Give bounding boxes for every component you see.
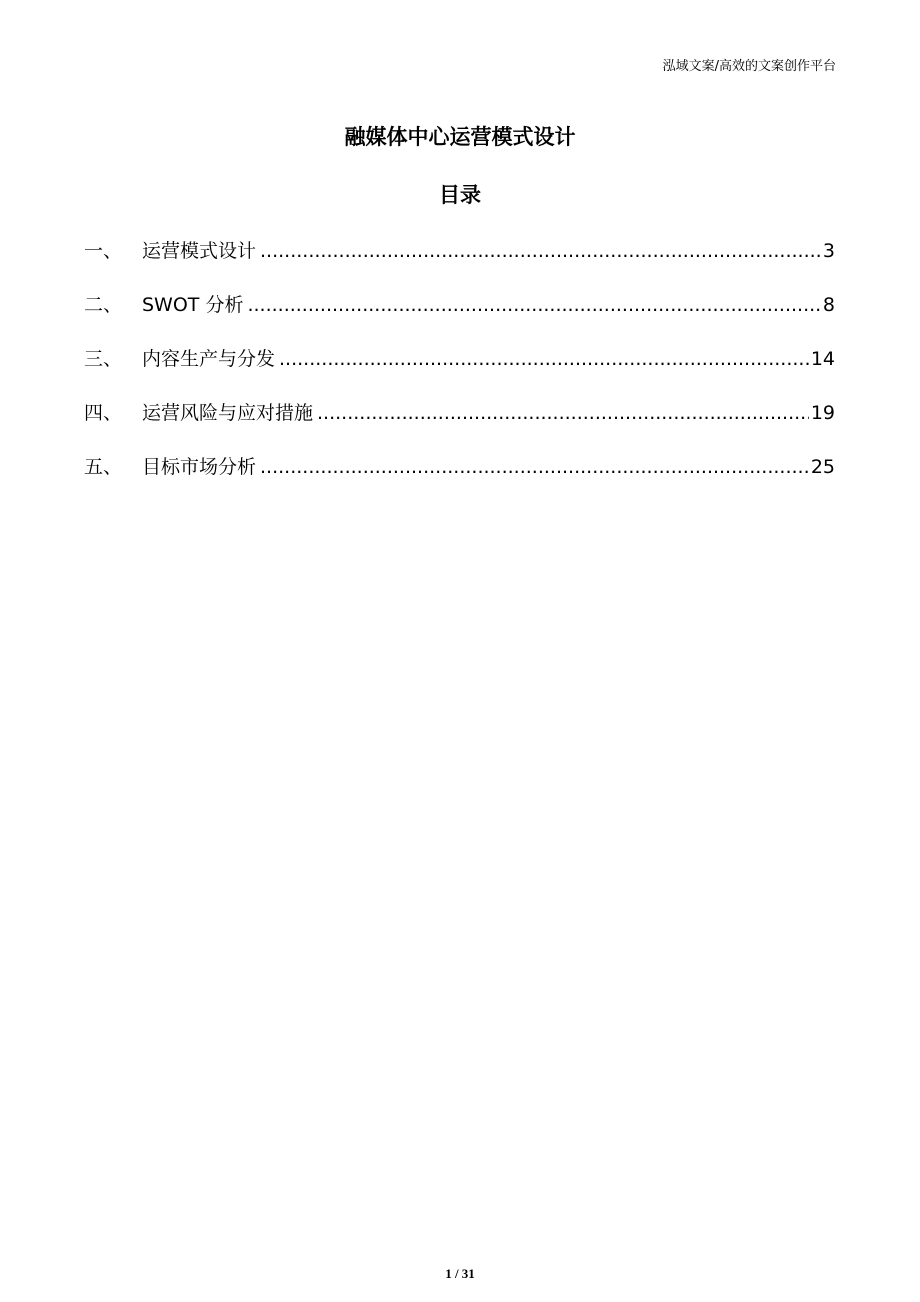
toc-dot-leader — [279, 342, 809, 376]
toc-entry-page: 25 — [810, 456, 835, 478]
toc-entry-number: 三、 — [84, 348, 123, 370]
toc-entry-title: 运营风险与应对措施 — [142, 402, 314, 424]
toc-entry-page: 8 — [822, 294, 835, 316]
toc-entry-page: 3 — [822, 240, 835, 262]
toc-entry-page: 14 — [810, 348, 835, 370]
toc-dot-leader — [260, 234, 821, 268]
toc-dot-leader — [317, 396, 809, 430]
table-of-contents — [84, 234, 835, 504]
toc-dot-leader — [260, 450, 809, 484]
toc-entry-number: 二、 — [84, 294, 123, 316]
page-number-footer: 1 / 31 — [445, 1266, 475, 1281]
document-title: 融媒体中心运营模式设计 — [344, 125, 576, 149]
toc-entry-2[interactable] — [84, 288, 835, 322]
toc-entry-title: 内容生产与分发 — [142, 348, 276, 370]
toc-entry-page: 19 — [810, 402, 835, 424]
toc-entry-4[interactable] — [84, 396, 835, 430]
toc-entry-1[interactable] — [84, 234, 835, 268]
toc-heading: 目录 — [439, 183, 481, 207]
toc-entry-number: 四、 — [84, 402, 123, 424]
toc-dot-leader — [247, 288, 820, 322]
toc-entry-3[interactable] — [84, 342, 835, 376]
toc-entry-title: 目标市场分析 — [142, 456, 257, 478]
page-header: 泓域文案/高效的文案创作平台 — [662, 59, 836, 74]
toc-entry-title: 运营模式设计 — [142, 240, 257, 262]
toc-entry-number: 五、 — [84, 456, 123, 478]
toc-entry-title: SWOT 分析 — [142, 294, 244, 316]
toc-entry-5[interactable] — [84, 450, 835, 484]
toc-entry-number: 一、 — [84, 240, 123, 262]
